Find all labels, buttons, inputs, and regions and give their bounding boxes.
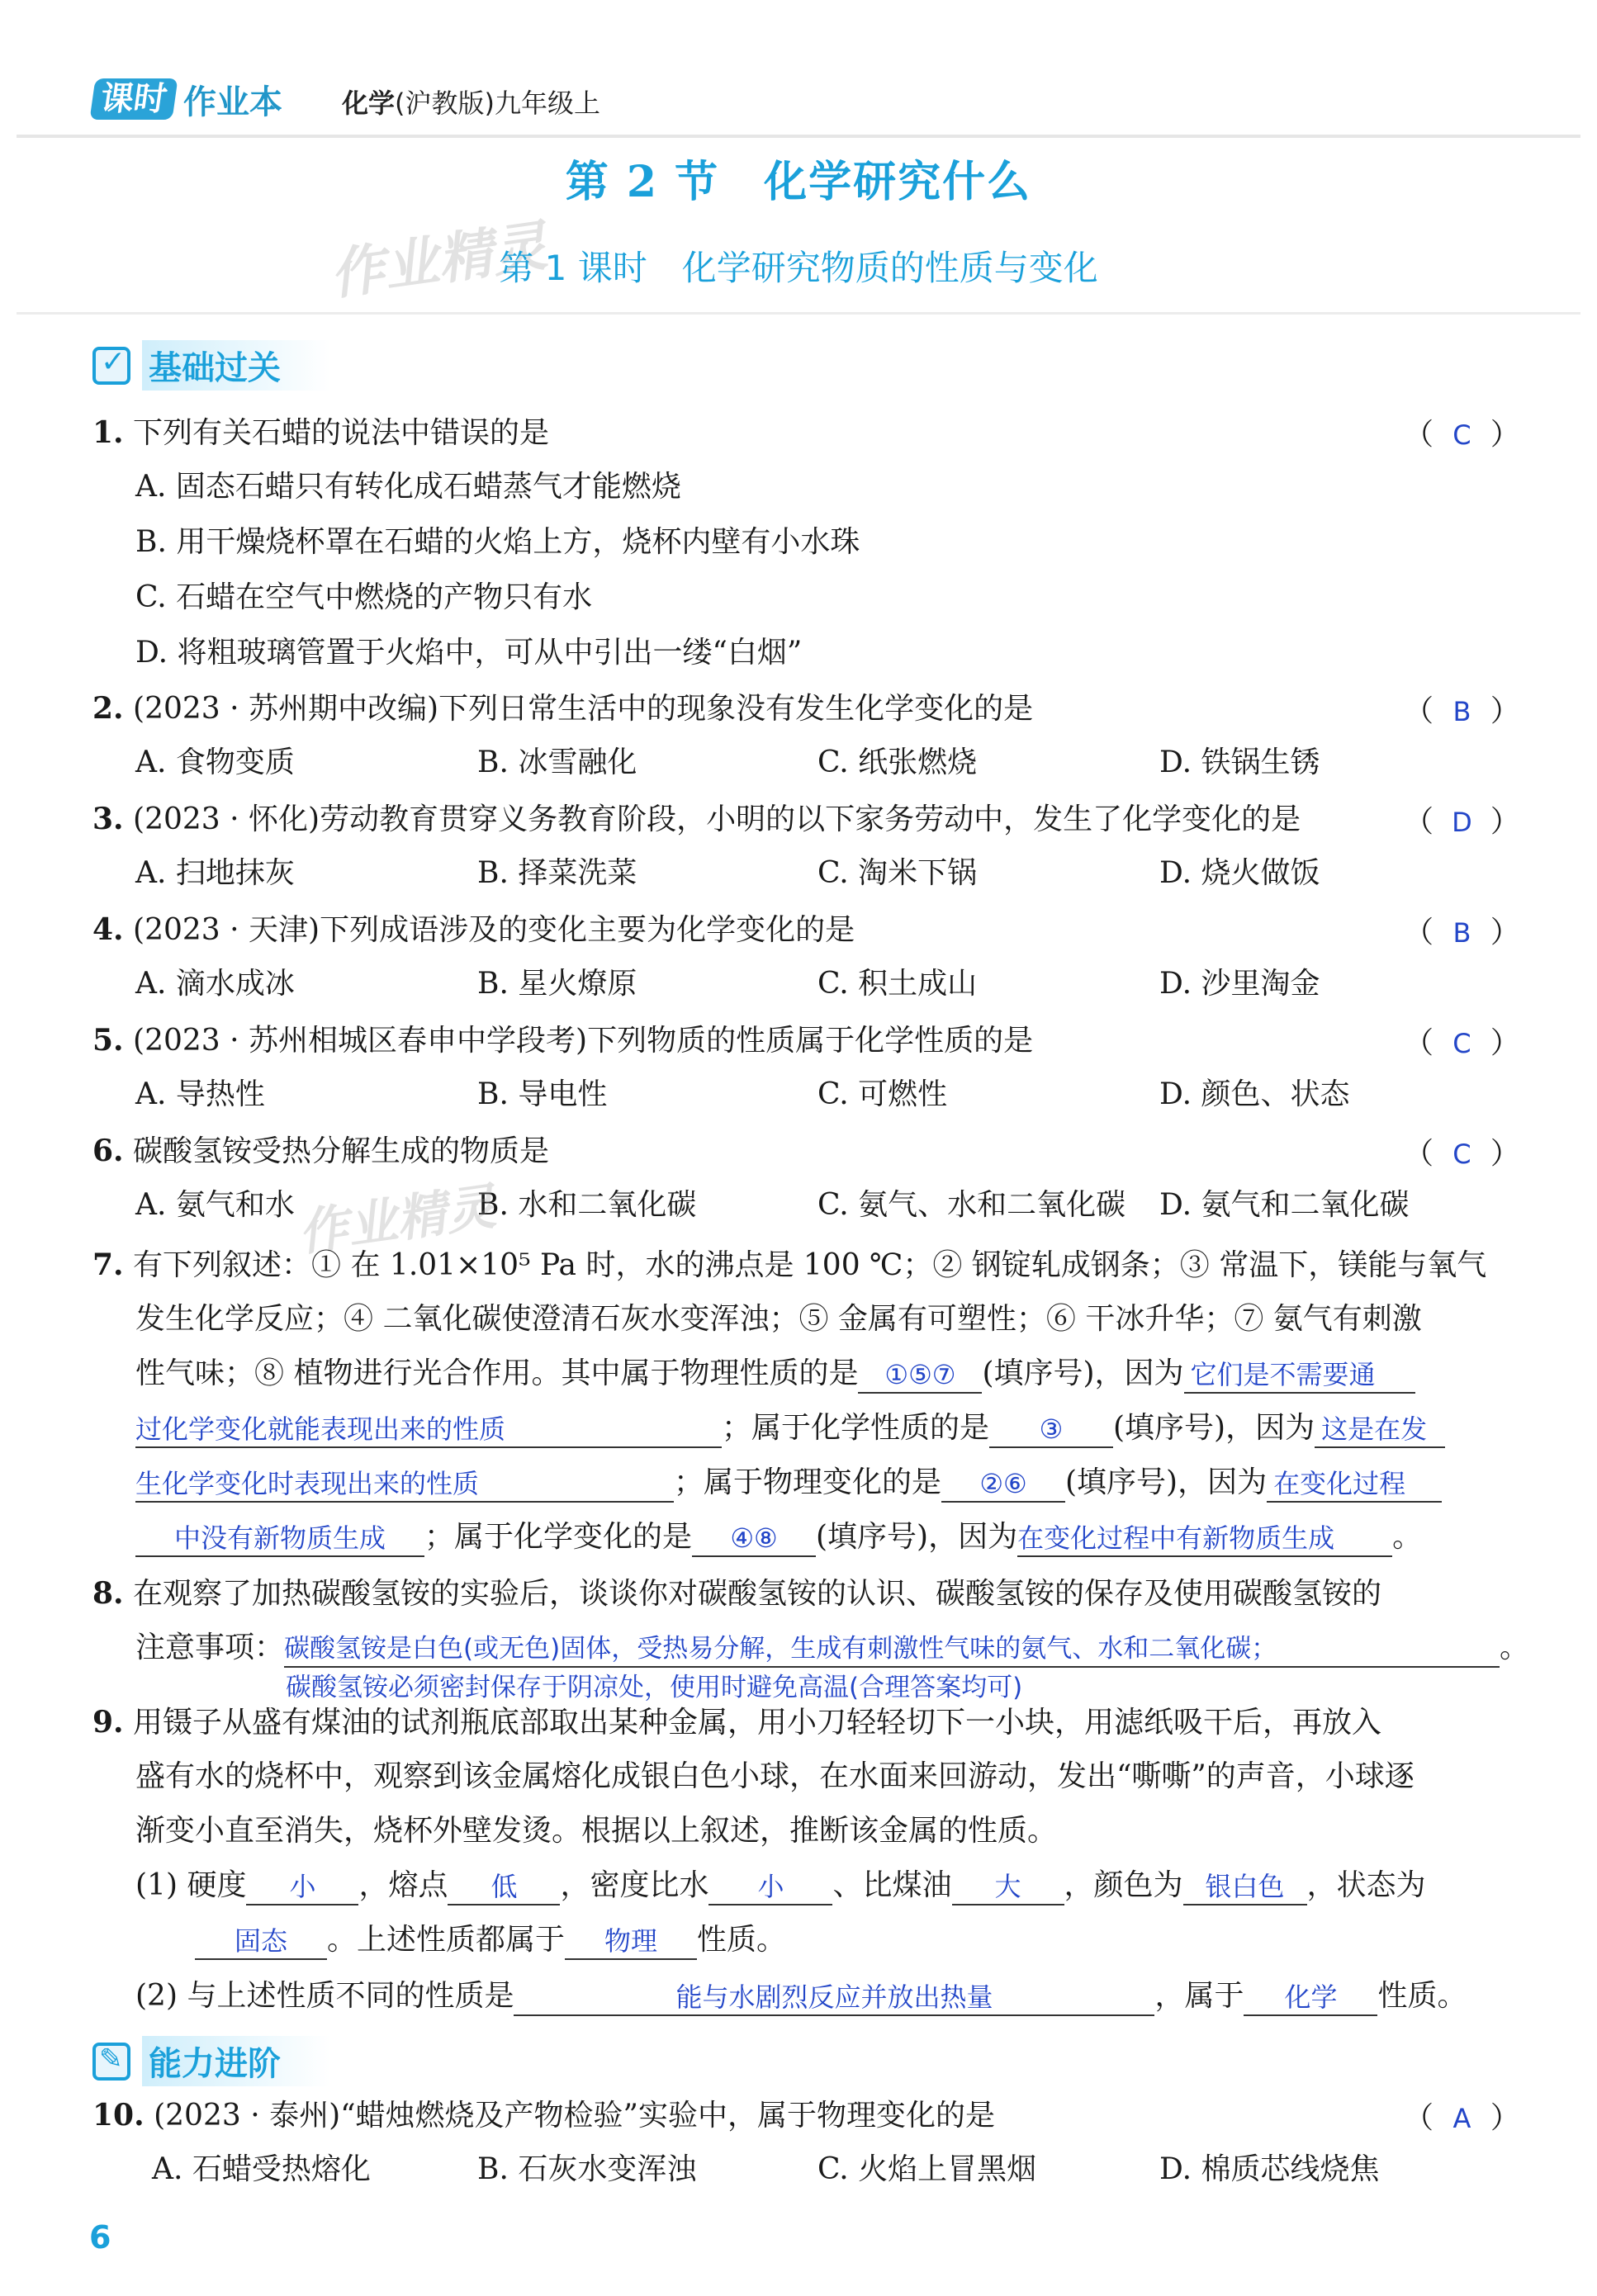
question-9-line-1 <box>92 1702 1381 1743</box>
option: D. 铁锅生锈 <box>1159 746 1320 779</box>
checkbox-icon <box>92 347 130 385</box>
answer-bracket: （ C ） <box>1404 415 1520 455</box>
answer-blank: ④⑧ <box>692 1521 816 1557</box>
question-number: 9. <box>92 1705 124 1740</box>
answer-blank: ①⑤⑦ <box>858 1357 982 1394</box>
question-stem: (2023 · 泰州)“蜡烛燃烧及产物检验”实验中，属于物理变化的是 <box>154 2099 995 2133</box>
question-text: ，属于 <box>1154 1979 1244 2013</box>
question-7-line-3 <box>135 1354 1415 1394</box>
question-text: ，熔点 <box>358 1868 448 1902</box>
answer-mark: C <box>1452 1139 1471 1170</box>
section-advanced-label: 能力进阶 <box>142 2036 330 2086</box>
option: D. 将粗玻璃管置于火焰中，可从中引出一缕“白烟” <box>135 636 803 670</box>
answer-blank: 生化学变化时表现出来的性质 <box>135 1466 674 1503</box>
option: D. 棉质芯线烧焦 <box>1159 2152 1380 2186</box>
answer-blank: ③ <box>989 1412 1113 1448</box>
answer-bracket: （ B ） <box>1404 913 1520 953</box>
brand-logo <box>92 76 282 122</box>
answer-blank: 中没有新物质生成 <box>135 1521 424 1557</box>
option: D. 颜色、状态 <box>1159 1077 1350 1111</box>
header-divider <box>17 135 1580 138</box>
answer-blank: 大 <box>952 1869 1064 1905</box>
brand-box: 课时 <box>89 78 178 120</box>
answer-blank: 碳酸氢铵是白色(或无色)固体，受热易分解，生成有刺激性气味的氨气、水和二氧化碳； <box>284 1631 1500 1668</box>
question-text: (填序号)，因为 <box>1065 1465 1268 1499</box>
question-text: ；属于物理变化的是 <box>674 1465 942 1499</box>
question-stem: (2023 · 怀化)劳动教育贯穿义务教育阶段，小明的以下家务劳动中，发生了化学变化的是 <box>133 802 1301 836</box>
question-7-line-6 <box>135 1517 1422 1557</box>
option: B. 星火燎原 <box>477 967 637 1001</box>
answer-mark: B <box>1452 917 1471 949</box>
page-number: 6 <box>89 2219 111 2256</box>
answer-bracket: （ C ） <box>1404 1134 1520 1174</box>
question-text: ；属于化学性质的是 <box>722 1411 990 1445</box>
question-stem: 下列有关石蜡的说法中错误的是 <box>133 416 550 450</box>
question-3 <box>92 799 1301 840</box>
answer-blank: 能与水剧烈反应并放出热量 <box>514 1980 1154 2016</box>
subject-rest: (沪教版)九年级上 <box>395 88 600 119</box>
option: A. 滴水成冰 <box>135 967 295 1001</box>
question-text: (填序号)，因为 <box>816 1520 1018 1554</box>
question-text: ，颜色为 <box>1064 1868 1183 1902</box>
option: B. 冰雪融化 <box>477 746 637 779</box>
question-number: 8. <box>92 1576 124 1611</box>
question-stem: (2023 · 天津)下列成语涉及的变化主要为化学变化的是 <box>133 913 855 947</box>
question-7-line-4 <box>135 1408 1445 1448</box>
question-9-part-1-cont <box>195 1920 786 1960</box>
answer-blank: 低 <box>448 1869 560 1905</box>
answer-blank: ②⑥ <box>941 1466 1065 1503</box>
option: B. 用干燥烧杯罩在石蜡的火焰上方，烧杯内壁有小水珠 <box>135 525 860 559</box>
question-text: 用镊子从盛有煤油的试剂瓶底部取出某种金属，用小刀轻轻切下一小块，用滤纸吸干后，再放入 <box>133 1706 1382 1740</box>
question-9-part-2 <box>135 1976 1467 2016</box>
question-text: 有下列叙述：① 在 1.01×10⁵ Pa 时，水的沸点是 100 ℃；② 钢锭轧成钢条；③ 常温下，镁能与氧气 <box>133 1248 1487 1282</box>
answer-blank: 物理 <box>565 1924 697 1960</box>
question-9-part-1 <box>135 1866 1426 1905</box>
answer-handwritten: 碳酸氢铵必须密封保存于阴凉处，使用时避免高温(合理答案均可) <box>286 1673 1023 1702</box>
question-number: 1. <box>92 415 124 450</box>
question-text: (填序号)，因为 <box>982 1356 1184 1390</box>
option: C. 石蜡在空气中燃烧的产物只有水 <box>135 580 593 614</box>
part-label: (1) 硬度 <box>135 1868 247 1902</box>
lesson-title: 第 1 课时 化学研究物质的性质与变化 <box>499 248 1098 288</box>
option: B. 择菜洗菜 <box>477 856 637 890</box>
option: A. 导热性 <box>135 1077 265 1111</box>
option: B. 水和二氧化碳 <box>477 1188 697 1222</box>
answer-blank: 小 <box>246 1869 358 1905</box>
answer-bracket: （ A ） <box>1404 2099 1520 2138</box>
answer-blank: 小 <box>708 1869 832 1905</box>
option: D. 氨气和二氧化碳 <box>1159 1188 1410 1222</box>
question-stem: 碳酸氢铵受热分解生成的物质是 <box>133 1134 550 1168</box>
option: B. 导电性 <box>477 1077 608 1111</box>
question-7-line-1 <box>92 1245 1486 1285</box>
subject-label <box>342 83 600 121</box>
question-8-line-1 <box>92 1574 1381 1614</box>
subject-bold: 化学 <box>342 88 396 119</box>
question-7-line-2: 发生化学反应；④ 二氧化碳使澄清石灰水变浑浊；⑤ 金属有可塑性；⑥ 干冰升华；⑦ 氨气有刺激 <box>135 1302 1422 1336</box>
answer-blank: 过化学变化就能表现出来的性质 <box>135 1412 722 1448</box>
question-number: 10. <box>92 2098 145 2133</box>
question-text: 。 <box>1500 1631 1530 1664</box>
option: C. 氨气、水和二氧化碳 <box>817 1188 1126 1222</box>
answer-blank: 银白色 <box>1183 1869 1307 1905</box>
question-9-line-3: 渐变小直至消失，烧杯外壁发烫。根据以上叙述，推断该金属的性质。 <box>135 1814 1058 1848</box>
option: C. 纸张燃烧 <box>817 746 978 779</box>
answer-blank: 化学 <box>1244 1980 1377 2016</box>
option: A. 石蜡受热熔化 <box>152 2152 371 2186</box>
answer-mark: B <box>1452 696 1471 727</box>
watermark: 作业精灵 <box>325 213 551 307</box>
option: B. 石灰水变浑浊 <box>477 2152 697 2186</box>
question-text: 。 <box>1392 1520 1423 1554</box>
question-text: 性质。 <box>697 1923 787 1957</box>
option: A. 固态石蜡只有转化成石蜡蒸气才能燃烧 <box>135 470 681 504</box>
answer-blank: 它们是不需要通 <box>1184 1357 1415 1394</box>
question-5 <box>92 1020 1033 1061</box>
section-advanced <box>92 2036 330 2086</box>
brand-name: 作业本 <box>183 83 282 121</box>
answer-blank: 固态 <box>195 1924 327 1960</box>
question-text: ；属于化学变化的是 <box>424 1520 693 1554</box>
question-number: 3. <box>92 802 124 836</box>
question-text: ，状态为 <box>1306 1868 1426 1902</box>
question-text: 。上述性质都属于 <box>327 1923 566 1957</box>
answer-blank: 在变化过程中有新物质生成 <box>1017 1521 1392 1557</box>
question-number: 6. <box>92 1134 124 1168</box>
question-text: 在观察了加热碳酸氢铵的实验后，谈谈你对碳酸氢铵的认识、碳酸氢铵的保存及使用碳酸氢铵的 <box>133 1577 1382 1611</box>
option: A. 氨气和水 <box>135 1188 295 1222</box>
pen-icon <box>92 2043 130 2081</box>
answer-mark: A <box>1452 2103 1471 2134</box>
question-7-line-5 <box>135 1463 1442 1503</box>
question-6 <box>92 1131 549 1172</box>
question-text: (填序号)，因为 <box>1113 1411 1315 1445</box>
question-8-line-2 <box>135 1628 1529 1668</box>
question-text: 注意事项： <box>135 1631 285 1664</box>
answer-mark: D <box>1452 807 1472 838</box>
question-text: 性气味；⑧ 植物进行光合作用。其中属于物理性质的是 <box>135 1356 859 1390</box>
answer-mark: C <box>1452 419 1471 451</box>
option: C. 可燃性 <box>817 1077 948 1111</box>
question-number: 4. <box>92 912 124 947</box>
question-number: 7. <box>92 1247 124 1282</box>
question-1 <box>92 413 549 453</box>
watermark: 作业精灵 <box>294 1177 500 1263</box>
section-basic-label: 基础过关 <box>142 340 330 391</box>
option: D. 沙里淘金 <box>1159 967 1320 1001</box>
option: C. 淘米下锅 <box>817 856 978 890</box>
option: D. 烧火做饭 <box>1159 856 1320 890</box>
answer-blank: 这是在发 <box>1315 1412 1445 1448</box>
title-divider <box>17 312 1580 315</box>
answer-bracket: （ B ） <box>1404 692 1520 731</box>
question-number: 2. <box>92 691 124 726</box>
section-title: 第 2 节 化学研究什么 <box>565 157 1032 207</box>
question-text: 性质。 <box>1377 1979 1467 2013</box>
question-4 <box>92 910 855 950</box>
question-text: 、比煤油 <box>832 1868 952 1902</box>
question-9-line-2: 盛有水的烧杯中，观察到该金属熔化成银白色小球，在水面来回游动，发出“嘶嘶”的声音，小球逐 <box>135 1759 1415 1793</box>
option: C. 积土成山 <box>817 967 978 1001</box>
part-label: (2) 与上述性质不同的性质是 <box>135 1979 514 2013</box>
question-stem: (2023 · 苏州相城区春申中学段考)下列物质的性质属于化学性质的是 <box>133 1024 1034 1058</box>
option: A. 食物变质 <box>135 746 295 779</box>
question-10 <box>92 2095 995 2136</box>
question-2 <box>92 689 1033 729</box>
question-text: ，密度比水 <box>560 1868 709 1902</box>
question-number: 5. <box>92 1023 124 1058</box>
answer-blank: 在变化过程 <box>1267 1466 1442 1503</box>
option: A. 扫地抹灰 <box>135 856 295 890</box>
question-stem: (2023 · 苏州期中改编)下列日常生活中的现象没有发生化学变化的是 <box>133 692 1034 726</box>
section-basic <box>92 340 330 391</box>
answer-bracket: （ D ） <box>1404 802 1520 842</box>
answer-mark: C <box>1452 1028 1471 1059</box>
answer-bracket: （ C ） <box>1404 1024 1520 1063</box>
option: C. 火焰上冒黑烟 <box>817 2152 1037 2186</box>
